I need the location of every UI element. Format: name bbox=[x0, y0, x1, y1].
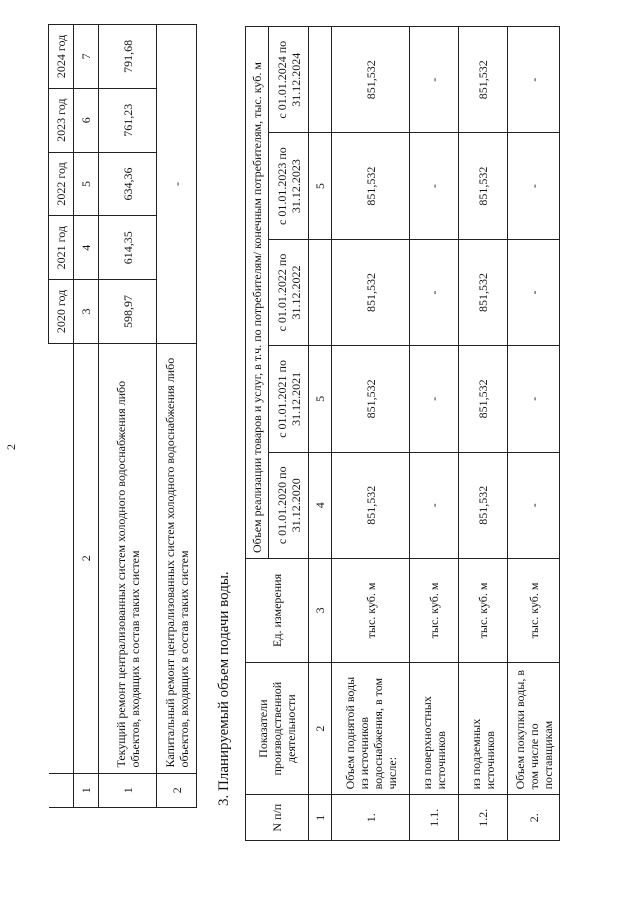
column-number: 3 bbox=[309, 558, 332, 662]
value-cell: - bbox=[410, 133, 459, 239]
table-row bbox=[246, 27, 269, 841]
value-cell: 851,532 bbox=[332, 239, 410, 345]
value-cell: - bbox=[410, 346, 459, 452]
value-cell: 791,68 bbox=[99, 25, 157, 89]
year-header: 2020 год bbox=[49, 280, 74, 344]
year-header: 2021 год bbox=[49, 216, 74, 280]
table-row bbox=[74, 25, 99, 808]
value-cell: - bbox=[410, 239, 459, 345]
table-row bbox=[309, 27, 332, 841]
column-number bbox=[309, 239, 332, 345]
table-row bbox=[508, 27, 560, 841]
row-description: Текущий ремонт централизованных систем холодного водоснабжения либо объектов, входящих в состав таких систем bbox=[99, 343, 157, 773]
table-row bbox=[459, 27, 508, 841]
column-number: 6 bbox=[74, 88, 99, 152]
table-row bbox=[157, 25, 197, 808]
value-cell: 851,532 bbox=[459, 452, 508, 558]
header-period: с 01.01.2024 по 31.12.2024 bbox=[269, 27, 309, 133]
column-number: 1 bbox=[309, 795, 332, 841]
row-indicator: Объем покупки воды, в том числе по поставщикам bbox=[508, 662, 560, 795]
column-number: 1 bbox=[74, 773, 99, 807]
table-row bbox=[49, 25, 74, 808]
row-number: 2 bbox=[157, 773, 197, 807]
table-cell bbox=[49, 343, 74, 773]
year-header: 2023 год bbox=[49, 88, 74, 152]
value-cell: - bbox=[508, 27, 560, 133]
value-cell: 851,532 bbox=[459, 27, 508, 133]
row-number: 2. bbox=[508, 795, 560, 841]
value-cell: - bbox=[508, 239, 560, 345]
value-cell: 851,532 bbox=[459, 346, 508, 452]
value-cell: - bbox=[508, 133, 560, 239]
value-cell: - bbox=[508, 452, 560, 558]
row-number: 1. bbox=[332, 795, 410, 841]
column-number: 5 bbox=[309, 346, 332, 452]
value-cell: 598,97 bbox=[99, 280, 157, 344]
year-header: 2022 год bbox=[49, 152, 74, 216]
value-cell: - bbox=[410, 452, 459, 558]
row-unit: тыс. куб. м bbox=[459, 558, 508, 662]
header-indicator: Показатели производственной деятельности bbox=[246, 662, 309, 795]
column-number: 3 bbox=[74, 280, 99, 344]
year-header: 2024 год bbox=[49, 25, 74, 89]
row-number: 1 bbox=[99, 773, 157, 807]
repair-costs-table bbox=[48, 24, 197, 808]
column-number: 2 bbox=[309, 662, 332, 795]
header-period: с 01.01.2022 по 31.12.2022 bbox=[269, 239, 309, 345]
row-unit: тыс. куб. м bbox=[508, 558, 560, 662]
row-indicator: из подземных источников bbox=[459, 662, 508, 795]
column-number bbox=[309, 27, 332, 133]
value-cell: 851,532 bbox=[332, 452, 410, 558]
row-number: 1.2. bbox=[459, 795, 508, 841]
header-period: с 01.01.2020 по 31.12.2020 bbox=[269, 452, 309, 558]
header-unit: Ед. измерения bbox=[246, 558, 309, 662]
value-cell: - bbox=[508, 346, 560, 452]
header-volume: Объем реализации товаров и услуг, в т.ч. по потребителям/ конечным потребителям, тыс. куб. м bbox=[246, 27, 269, 559]
table-row bbox=[332, 27, 410, 841]
row-unit: тыс. куб. м bbox=[410, 558, 459, 662]
row-unit: тыс. куб. м bbox=[332, 558, 410, 662]
table-row bbox=[99, 25, 157, 808]
header-number: N п/п bbox=[246, 795, 309, 841]
value-cell: 614,35 bbox=[99, 216, 157, 280]
value-cell: 851,532 bbox=[332, 133, 410, 239]
page-number: 2 bbox=[4, 444, 18, 450]
row-indicator: Объем поднятой воды из источников водоснабжения, в том числе: bbox=[332, 662, 410, 795]
row-description: Капитальный ремонт централизованных систем холодного водоснабжения либо объектов, входящих в состав таких систем bbox=[157, 343, 197, 773]
header-period: с 01.01.2021 по 31.12.2021 bbox=[269, 346, 309, 452]
column-number: 5 bbox=[309, 133, 332, 239]
value-cell: 851,532 bbox=[459, 133, 508, 239]
value-cell: 634,36 bbox=[99, 152, 157, 216]
row-number: 1.1. bbox=[410, 795, 459, 841]
column-number: 2 bbox=[74, 343, 99, 773]
table-cell bbox=[49, 773, 74, 807]
column-number: 4 bbox=[309, 452, 332, 558]
column-number: 5 bbox=[74, 152, 99, 216]
merged-value-cell: - bbox=[157, 25, 197, 344]
table-row bbox=[410, 27, 459, 841]
value-cell: 761,23 bbox=[99, 88, 157, 152]
header-period: с 01.01.2023 по 31.12.2023 bbox=[269, 133, 309, 239]
value-cell: 851,532 bbox=[459, 239, 508, 345]
column-number: 7 bbox=[74, 25, 99, 89]
column-number: 4 bbox=[74, 216, 99, 280]
row-indicator: из поверхностных источников bbox=[410, 662, 459, 795]
section-title: 3. Планируемый объем подачи воды. bbox=[216, 571, 232, 806]
value-cell: - bbox=[410, 27, 459, 133]
water-supply-volume-table bbox=[245, 26, 560, 841]
value-cell: 851,532 bbox=[332, 346, 410, 452]
value-cell: 851,532 bbox=[332, 27, 410, 133]
